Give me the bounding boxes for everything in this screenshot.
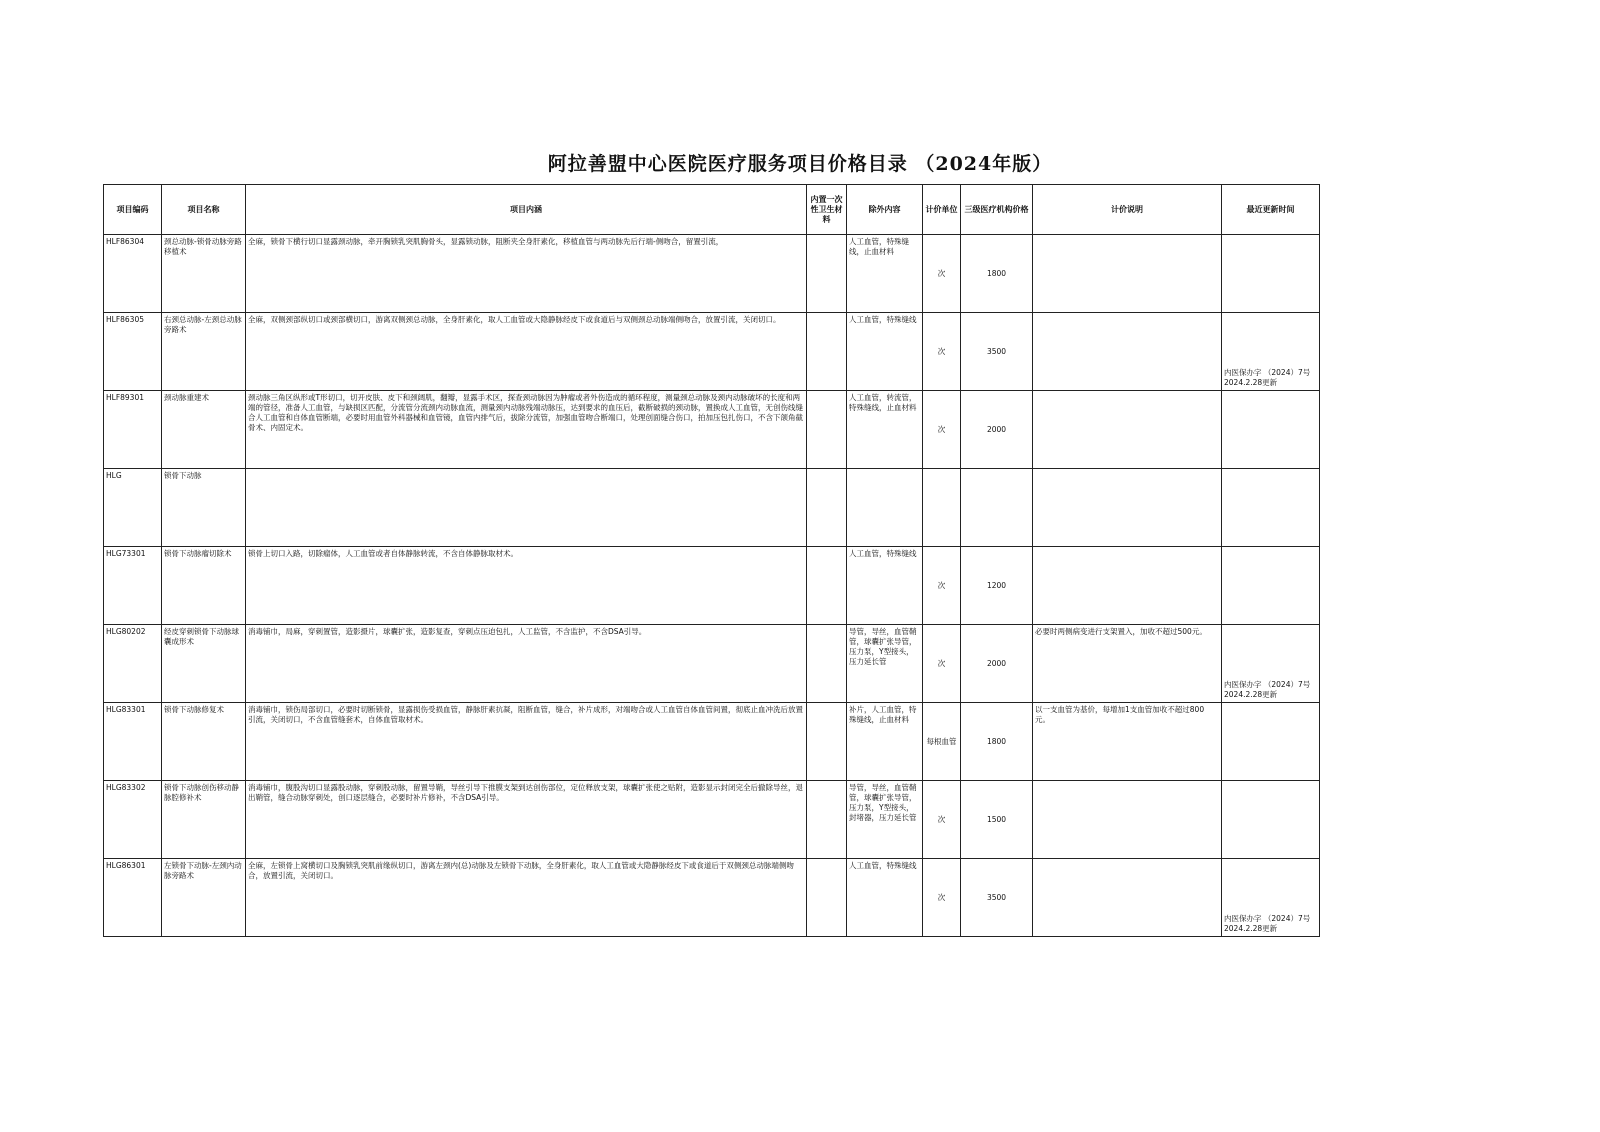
header-code: 项目编码 [104, 185, 162, 235]
cell-price: 1800 [961, 235, 1033, 313]
table-header-row [104, 185, 1320, 235]
cell-content: 全麻，左锁骨上窝横切口及胸锁乳突肌前缘纵切口，游离左颈内(总)动脉及左锁骨下动脉，全身肝素化，取人工血管或大隐静脉经皮下或食道后于双侧颈总动脉端侧吻合，放置引流，关闭切口。 [246, 859, 807, 937]
cell-name: 经皮穿刺锁骨下动脉球囊成形术 [162, 625, 246, 703]
cell-note [1033, 469, 1222, 547]
cell-unit: 次 [923, 625, 961, 703]
cell-name: 颈动脉重建术 [162, 391, 246, 469]
cell-note: 必要时两侧病变进行支架置入，加收不超过500元。 [1033, 625, 1222, 703]
cell-name: 锁骨下动脉修复术 [162, 703, 246, 781]
cell-note [1033, 547, 1222, 625]
cell-price: 2000 [961, 391, 1033, 469]
cell-consumables [807, 469, 847, 547]
cell-name: 颈总动脉-锁骨动脉旁路移植术 [162, 235, 246, 313]
cell-name: 锁骨下动脉瘤切除术 [162, 547, 246, 625]
header-price: 三级医疗机构价格 [961, 185, 1033, 235]
cell-price: 1800 [961, 703, 1033, 781]
cell-note [1033, 781, 1222, 859]
cell-code: HLF89301 [104, 391, 162, 469]
table-row [104, 703, 1320, 781]
table-row [104, 469, 1320, 547]
table-row [104, 313, 1320, 391]
cell-note [1033, 313, 1222, 391]
cell-consumables [807, 859, 847, 937]
cell-unit: 次 [923, 235, 961, 313]
cell-price: 2000 [961, 625, 1033, 703]
cell-price: 1200 [961, 547, 1033, 625]
cell-note [1033, 859, 1222, 937]
cell-unit: 次 [923, 391, 961, 469]
cell-updated: 内医保办字 （2024）7号 2024.2.28更新 [1222, 859, 1320, 937]
table-row [104, 235, 1320, 313]
header-unit: 计价单位 [923, 185, 961, 235]
cell-unit: 次 [923, 859, 961, 937]
cell-consumables [807, 235, 847, 313]
cell-name: 锁骨下动脉创伤移动静脉腔修补术 [162, 781, 246, 859]
cell-price: 3500 [961, 859, 1033, 937]
cell-name: 左锁骨下动脉-左颈内动脉旁路术 [162, 859, 246, 937]
cell-unit: 次 [923, 781, 961, 859]
cell-excluded [847, 469, 923, 547]
header-consumables: 内置一次性卫生材料 [807, 185, 847, 235]
cell-updated: 内医保办字 （2024）7号 2024.2.28更新 [1222, 313, 1320, 391]
cell-content: 全麻，锁骨下横行切口显露颈动脉，牵开胸锁乳突肌胸骨头，显露锁动脉，阻断夹全身肝素化，移植血管与两动脉先后行端-侧吻合，留置引流， [246, 235, 807, 313]
cell-code: HLG86301 [104, 859, 162, 937]
cell-updated [1222, 547, 1320, 625]
cell-updated [1222, 781, 1320, 859]
cell-content [246, 469, 807, 547]
cell-excluded: 补片，人工血管，特殊缝线，止血材料 [847, 703, 923, 781]
price-catalog-table [103, 184, 1320, 937]
cell-excluded: 人工血管，特殊缝线 [847, 859, 923, 937]
cell-consumables [807, 391, 847, 469]
cell-content: 消毒铺巾，锁伤局部切口，必要时切断锁骨，显露损伤受损血管，静脉肝素抗凝，阻断血管，缝合，补片成形，对端吻合或人工血管自体血管间置，彻底止血冲洗后放置引流，关闭切口，不含血管缝套术，自体血管取材术。 [246, 703, 807, 781]
cell-unit: 次 [923, 313, 961, 391]
cell-consumables [807, 547, 847, 625]
cell-excluded: 人工血管，特殊缝线，止血材料 [847, 235, 923, 313]
cell-name: 锁骨下动脉 [162, 469, 246, 547]
cell-content: 全麻，双侧颈部纵切口或颈部横切口，游离双侧颈总动脉，全身肝素化，取人工血管或大隐静脉经皮下或食道后与双侧颈总动脉端侧吻合，放置引流，关闭切口。 [246, 313, 807, 391]
cell-price: 3500 [961, 313, 1033, 391]
cell-updated [1222, 469, 1320, 547]
cell-unit [923, 469, 961, 547]
header-updated: 最近更新时间 [1222, 185, 1320, 235]
header-name: 项目名称 [162, 185, 246, 235]
table-row [104, 625, 1320, 703]
cell-excluded: 人工血管，转流管，特殊缝线，止血材料 [847, 391, 923, 469]
table-row [104, 781, 1320, 859]
table-row [104, 547, 1320, 625]
header-content: 项目内涵 [246, 185, 807, 235]
cell-updated [1222, 703, 1320, 781]
cell-note [1033, 391, 1222, 469]
cell-price [961, 469, 1033, 547]
cell-excluded: 人工血管，特殊缝线 [847, 547, 923, 625]
cell-name: 右颈总动脉-左颈总动脉旁路术 [162, 313, 246, 391]
cell-consumables [807, 781, 847, 859]
cell-unit: 每根血管 [923, 703, 961, 781]
cell-unit: 次 [923, 547, 961, 625]
cell-content: 消毒铺巾，局麻，穿刺置管，造影摄片，球囊扩张，造影复查，穿刺点压迫包扎，人工监管，不含监护，不含DSA引导。 [246, 625, 807, 703]
cell-code: HLG80202 [104, 625, 162, 703]
cell-code: HLG83302 [104, 781, 162, 859]
cell-note [1033, 235, 1222, 313]
cell-excluded: 人工血管，特殊缝线 [847, 313, 923, 391]
table-row [104, 391, 1320, 469]
cell-code: HLF86304 [104, 235, 162, 313]
cell-excluded: 导管，导丝，血管鞘管，球囊扩张导管，压力泵，Y型接头，封堵器，压力延长管 [847, 781, 923, 859]
cell-code: HLG83301 [104, 703, 162, 781]
header-excluded: 除外内容 [847, 185, 923, 235]
page-title: 阿拉善盟中心医院医疗服务项目价格目录 （2024年版） [547, 153, 1053, 175]
cell-consumables [807, 313, 847, 391]
cell-updated [1222, 235, 1320, 313]
header-note: 计价说明 [1033, 185, 1222, 235]
cell-code: HLF86305 [104, 313, 162, 391]
cell-consumables [807, 625, 847, 703]
cell-note: 以一支血管为基价，每增加1支血管加收不超过800元。 [1033, 703, 1222, 781]
cell-content: 颈动脉三角区纵形或T形切口，切开皮肤、皮下和颈阔肌，翻瓣，显露手术区，探查颈动脉因为肿瘤或者外伤造成的循环程度，测量颈总动脉及颈内动脉破坏的长度和两端的管径，准备人工血管，与缺损区匹配，分流管分流颈内动脉血流，测量颈内动脉残端动脉压，达到要求的血压后，截断破损的颈动脉，置换成人工血管，无创伤线缝合人工血管和自体血管断端，必要时用血管外科器械和血管镜，血管内排气后，拔除分流管，加强血管吻合断端口，处理创面缝合伤口，拍加压包扎伤口，不含下颌角截骨术、内固定术。 [246, 391, 807, 469]
table-row [104, 859, 1320, 937]
cell-code: HLG73301 [104, 547, 162, 625]
cell-code: HLG [104, 469, 162, 547]
cell-price: 1500 [961, 781, 1033, 859]
cell-updated [1222, 391, 1320, 469]
cell-excluded: 导管，导丝，血管鞘管，球囊扩张导管，压力泵，Y型接头，压力延长管 [847, 625, 923, 703]
cell-updated: 内医保办字 （2024）7号 2024.2.28更新 [1222, 625, 1320, 703]
cell-content: 锁骨上切口入路，切除瘤体，人工血管或者自体静脉转流，不含自体静脉取材术。 [246, 547, 807, 625]
cell-content: 消毒铺巾，腹股沟切口显露股动脉，穿刺股动脉，留置导鞘，导丝引导下推膜支架到达创伤部位，定位释放支架，球囊扩张使之贴附，造影显示封闭完全后撤除导丝，退出鞘管，缝合动脉穿刺处，创口逐层缝合，必要时补片修补，不含DSA引导。 [246, 781, 807, 859]
cell-consumables [807, 703, 847, 781]
